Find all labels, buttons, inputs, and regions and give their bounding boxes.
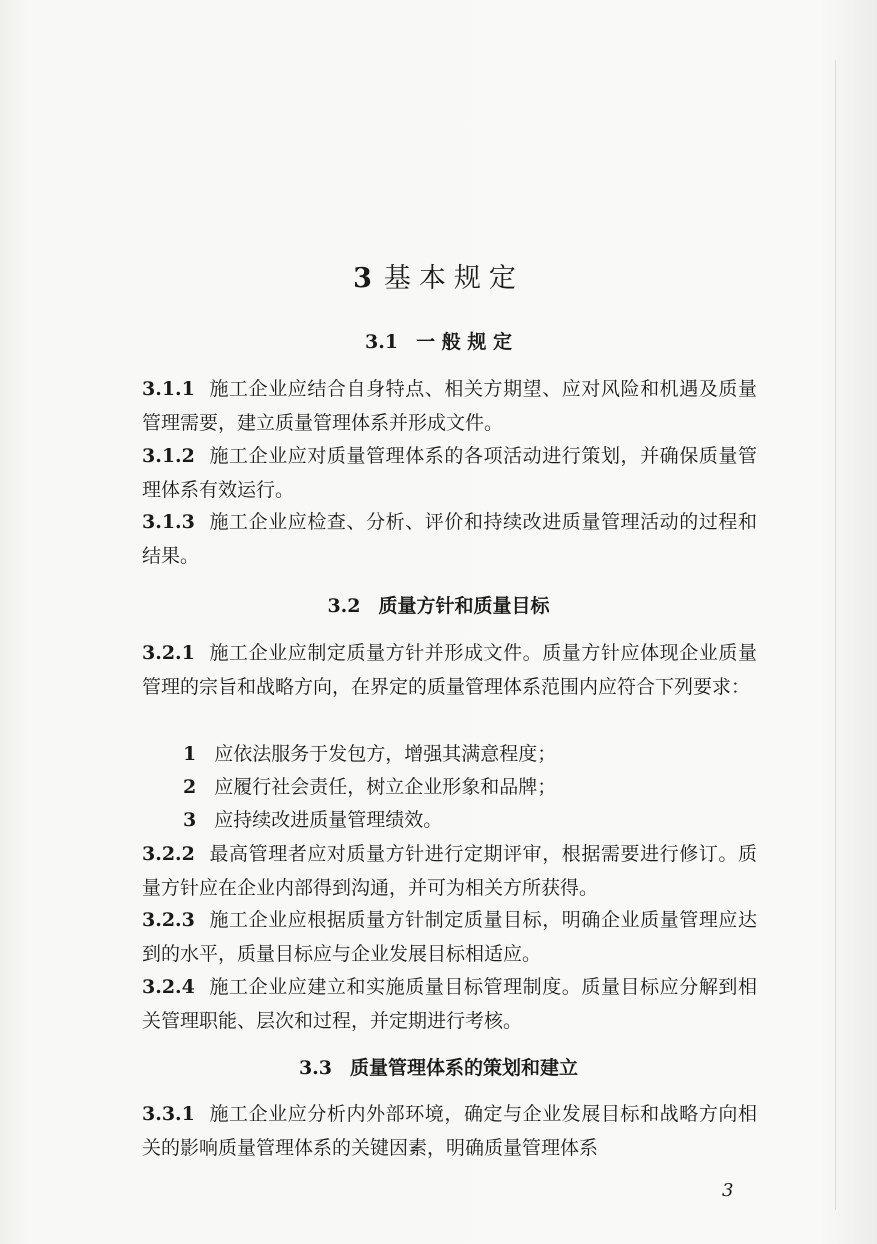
chapter-title-text: 基本规定	[383, 263, 524, 294]
section-title: 质量方针和质量目标	[378, 595, 550, 617]
clause-text: 施工企业应分析内外部环境，确定与企业发展目标和战略方向相关的影响质量管理体系的关键因素，明确质量管理体系	[142, 1103, 757, 1159]
chapter-title	[0, 256, 877, 295]
clause-text: 施工企业应检查、分析、评价和持续改进质量管理活动的过程和结果。	[142, 511, 757, 567]
clause-3-2-4	[142, 970, 757, 1038]
clause-text: 施工企业应建立和实施质量目标管理制度。质量目标应分解到相关管理职能、层次和过程，并定期进行考核。	[142, 976, 757, 1032]
clause-3-1-1	[142, 372, 757, 440]
section-heading-3-3	[0, 1053, 877, 1080]
clause-number: 3.3.1	[142, 1103, 195, 1125]
clause-3-1-2	[142, 439, 757, 507]
clause-text: 施工企业应制定质量方针并形成文件。质量方针应体现企业质量管理的宗旨和战略方向，在界定的质量管理体系范围内应符合下列要求：	[142, 642, 757, 698]
clause-number: 3.2.3	[142, 909, 195, 931]
clause-number: 3.1.2	[142, 445, 195, 467]
clause-3-2-3	[142, 903, 757, 971]
list-number: 2	[183, 776, 197, 798]
section-number: 3.3	[298, 1057, 333, 1079]
chapter-number: 3	[353, 263, 372, 294]
clause-3-3-1	[142, 1097, 757, 1165]
clause-3-2-2	[142, 837, 757, 905]
clause-text: 施工企业应结合自身特点、相关方期望、应对风险和机遇及质量管理需要，建立质量管理体系并形成文件。	[142, 378, 757, 434]
list-number: 3	[183, 809, 197, 831]
list-item-3	[183, 803, 743, 837]
section-title: 一 般 规 定	[416, 331, 512, 353]
section-number: 3.2	[327, 595, 361, 617]
section-title: 质量管理体系的策划和建立	[350, 1057, 579, 1079]
clause-number: 3.2.2	[142, 843, 195, 865]
list-number: 1	[183, 743, 197, 765]
clause-number: 3.1.1	[142, 378, 195, 400]
list-text: 应持续改进质量管理绩效。	[214, 809, 443, 831]
clause-number: 3.2.1	[142, 642, 195, 664]
list-item-2	[183, 770, 743, 804]
section-heading-3-1	[0, 327, 877, 354]
list-item-1	[183, 737, 743, 771]
clause-number: 3.2.4	[142, 976, 195, 998]
clause-text: 施工企业应根据质量方针制定质量目标，明确企业质量管理应达到的水平，质量目标应与企业发展目标相适应。	[142, 909, 757, 965]
section-number: 3.1	[365, 331, 399, 353]
page-edge-shadow	[835, 60, 836, 1210]
page-number: 3	[722, 1180, 734, 1201]
clause-text: 施工企业应对质量管理体系的各项活动进行策划，并确保质量管理体系有效运行。	[142, 445, 757, 501]
clause-3-2-1	[142, 636, 757, 704]
list-text: 应履行社会责任，树立企业形象和品牌；	[214, 776, 557, 798]
clause-text: 最高管理者应对质量方针进行定期评审，根据需要进行修订。质量方针应在企业内部得到沟通，并可为相关方所获得。	[142, 843, 757, 899]
clause-3-1-3	[142, 505, 757, 573]
section-heading-3-2	[0, 591, 877, 618]
clause-number: 3.1.3	[142, 511, 195, 533]
list-text: 应依法服务于发包方，增强其满意程度；	[214, 743, 557, 765]
